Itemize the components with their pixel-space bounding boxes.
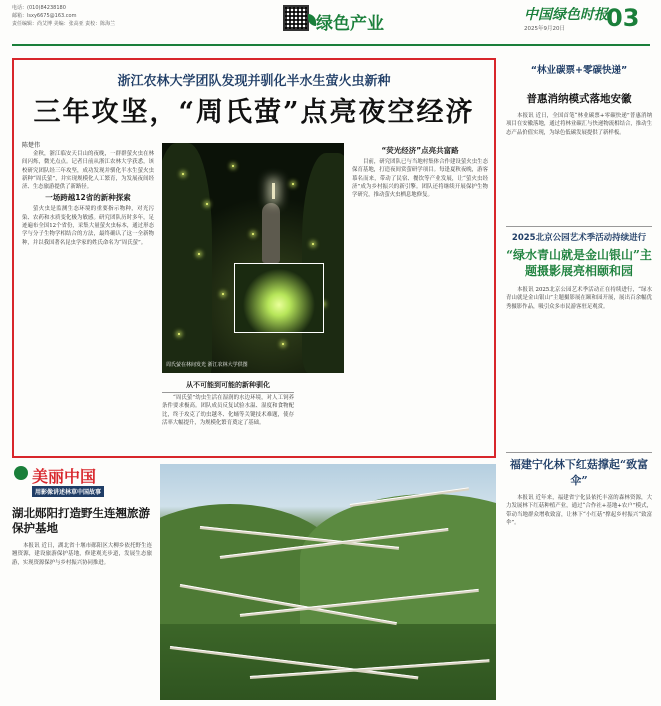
story3-headline: 福建宁化林下红菇撑起“致富伞” [509,458,649,487]
divider [506,452,652,453]
story1-kicker: “林业碳票+零碳快递” [530,65,628,76]
feature-column-mid [162,394,294,452]
globe-icon [14,466,28,480]
story2-text: 本报讯 2025北京公园艺术季活动正在持续进行，“绿水青山就是金山银山”主题摄影展在颐和园开展，展出百余幅优秀摄影作品，吸引众多市民游客驻足观赏。 [506,287,652,310]
contact-phone: 电话：(010)84238180 [12,5,66,11]
masthead-rule [12,44,650,46]
firefly-night-photo [162,143,344,373]
story1-text: 本报讯 近日，全国首笔“林业碳票+零碳快递”普惠消纳项目在安徽落地，通过将林业碳汇与快递物流相结合，推动生态产品价值实现，为绿色低碳发展提供了新样板。 [506,113,652,136]
contact-email: 邮箱：lsxy6675@163.com [12,13,77,19]
feature-column-left [22,150,154,450]
story2-body [506,286,652,446]
paper-date: 2025年9月20日 [524,26,565,32]
contact-info [12,4,115,28]
feature-kicker: 浙江农林大学团队发现并驯化半水生萤火虫新种 [117,74,391,89]
beautiful-china-title: 美丽中国 [32,467,97,486]
qr-code-icon [283,5,309,31]
hubei-headline: 湖北郧阳打造野生连翘旅游保护基地 [12,506,150,535]
page-number: 03 [606,4,640,32]
beautiful-china-subtitle: 用影像讲述林草中国故事 [32,486,104,497]
pull-quote: 从不可能到可能的新种驯化 [162,380,294,393]
feature-column-right [352,144,488,452]
section2-text: “周氏萤”幼虫生活在湿润的水边环境，对人工饲养条件要求极高。团队成员反复试验水温、湿度和食物配比，终于攻克了幼虫越冬、化蛹等关键技术难题，使存活率大幅提升，为规模化繁育奠定了基础。 [162,395,294,426]
trail-photo [160,464,496,700]
contact-editors: 责任编辑：尚艾博 美编：张高亚 责校：陈海兰 [12,21,116,27]
photo-caption: 周氏萤在林间发光 浙江农林大学供图 [166,362,248,368]
paper-name: 中国绿色时报 [524,7,608,23]
divider [506,226,652,227]
hubei-text: 本报讯 近日，湖北省十堰市郧阳区大柳乡依托野生连翘资源，建设旅游保护基地，修建观光步道，发展生态旅游，实现资源保护与乡村振兴协同推进。 [12,543,152,566]
section1-title: 一场跨越12省的新种探索 [45,193,131,203]
feature-headline: 三年攻坚，“周氏萤”点亮夜空经济 [33,97,475,128]
firefly-closeup-inset [234,263,324,333]
story2-headline: “绿水青山就是金山银山”主题摄影展亮相颐和园 [506,248,652,278]
section3-title: “荧光经济”点亮共富路 [381,146,459,155]
story1-headline: 普惠消纳模式落地安徽 [526,93,632,105]
section1-text: 萤火虫是监测生态环境的重要指示物种，对光污染、农药和水质变化极为敏感。研究团队历时多年，足迹遍布全国12个省份，采集大量萤火虫标本，通过形态学与分子生物学相结合的方法，最终确认了这一全新物种，并以我国著名昆虫学家的姓氏命名为“周氏萤”。 [22,206,154,246]
feature-intro: 金秋，浙江临安天目山的夜晚，一群群萤火虫在林间闪烁，微光点点。记者日前从浙江农林大学获悉，该校研究团队经三年攻坚，成功发现并驯化半水生萤火虫新种“周氏萤”，并实现规模化人工繁育，为发展夜间经济、生态旅游提供了新路径。 [22,151,154,191]
masthead [0,0,661,44]
feature-byline: 陈楚伟 [22,142,41,149]
story1-body [506,112,652,222]
leaf-icon [308,14,316,26]
section-name: 绿色产业 [316,14,384,34]
story3-body [506,494,652,700]
hubei-body [12,542,152,700]
section3-text: 目前，研究团队已与当地村集体合作建设萤火虫生态保育基地，打造夜间赏萤研学项目。每逢夏秋夜晚，游客慕名而来，带动了民宿、餐饮等产业发展，让“萤火虫经济”成为乡村振兴的新引擎。团队还将继续开展保护生物学研究，推动萤火虫栖息地修复。 [352,159,488,199]
story2-kicker: 2025北京公园艺术季活动持续进行 [511,233,647,243]
feature-article [12,58,496,458]
beautiful-china-logo [12,464,152,502]
story3-text: 本报讯 近年来，福建省宁化县依托丰富的森林资源，大力发展林下红菇种植产业，通过“合作社+基地+农户”模式，带动当地群众增收致富，让林下“小红菇”撑起乡村振兴“致富伞”。 [506,495,652,526]
